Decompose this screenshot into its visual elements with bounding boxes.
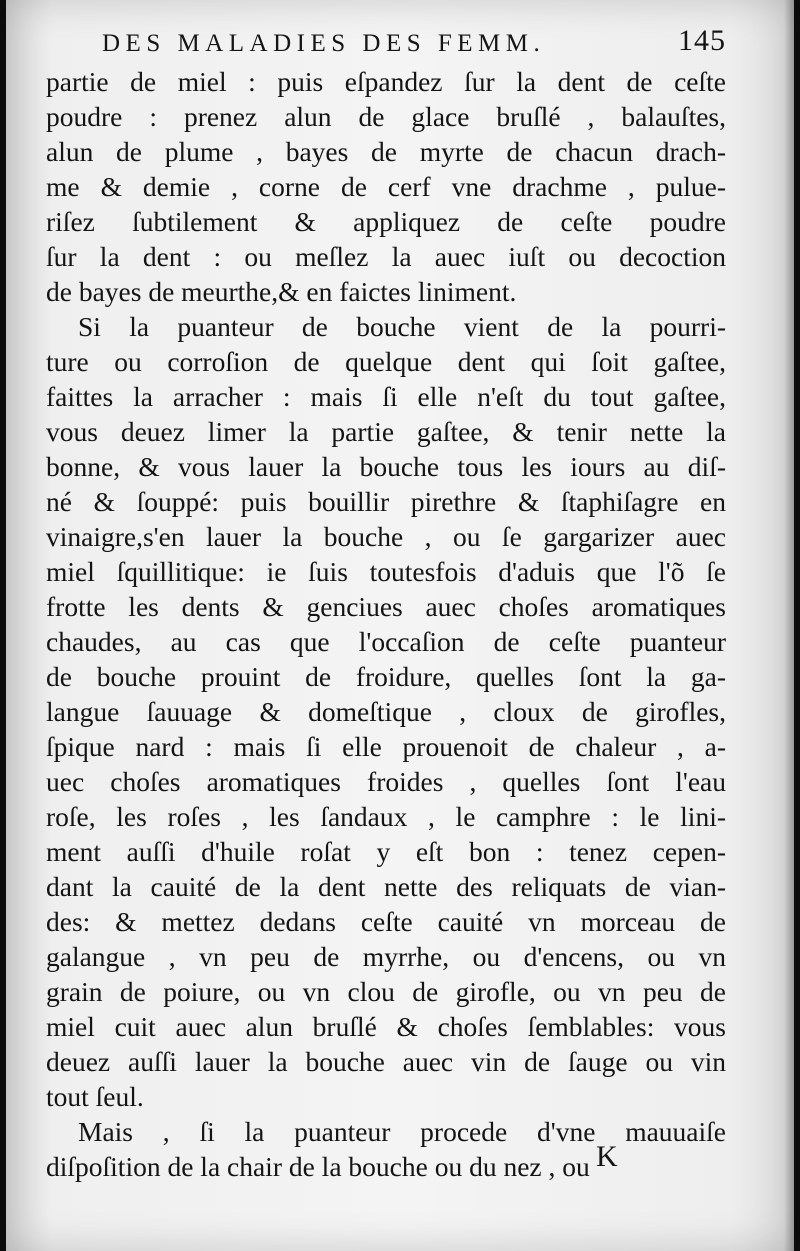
page-number: 145: [678, 24, 726, 57]
text-line: bonne, & vous lauer la bouche tous les iours au diſ-: [46, 451, 726, 482]
text-line: roſe, les roſes , les ſandaux , le camphre : le lini-: [46, 801, 726, 832]
text-line: tout ſeul.: [46, 1081, 144, 1112]
text-line: diſpoſition de la chair de la bouche ou du nez , ou: [46, 1151, 590, 1182]
paragraph: [46, 309, 726, 1114]
text-line: de bayes de meurthe,& en faictes liniment.: [46, 276, 517, 307]
text-line: poudre : prenez alun de glace bruſlé , balauſtes,: [46, 101, 726, 132]
text-line: me & demie , corne de cerf vne drachme , pulue-: [46, 171, 726, 202]
paragraph: [46, 1114, 726, 1184]
text-line: chaudes, au cas que l'occaſion de ceſte puanteur: [46, 626, 726, 657]
text-line: Mais , ſi la puanteur procede d'vne mauuaiſe: [78, 1116, 726, 1147]
book-page: [6, 0, 794, 1251]
text-line: ſur la dent : ou meſlez la auec iuſt ou decoction: [46, 241, 726, 272]
page-header: [102, 22, 726, 70]
text-line: ſpique nard : mais ſi elle prouenoit de chaleur , a-: [46, 731, 726, 762]
text-line: des: & mettez dedans ceſte cauité vn morceau de: [46, 906, 726, 937]
text-line: miel ſquillitique: ie ſuis toutesfois d'aduis que l'õ ſe: [46, 556, 726, 587]
text-line: ment auſſi d'huile roſat y eſt bon : tenez cepen-: [46, 836, 726, 867]
text-line: grain de poiure, ou vn clou de girofle, ou vn peu de: [46, 976, 726, 1007]
paragraph: [46, 64, 726, 309]
running-head: DES MALADIES DES FEMM.: [102, 30, 546, 57]
text-line: né & ſouppé: puis bouillir pirethre & ſtaphiſagre en: [46, 486, 726, 517]
text-line: dant la cauité de la dent nette des reliquats de vian-: [46, 871, 726, 902]
text-line: partie de miel : puis eſpandez ſur la dent de ceſte: [46, 66, 726, 97]
text-line: riſez ſubtilement & appliquez de ceſte poudre: [46, 206, 726, 237]
text-line: deuez auſſi lauer la bouche auec vin de ſauge ou vin: [46, 1046, 726, 1077]
text-line: Si la puanteur de bouche vient de la pourri-: [78, 311, 726, 342]
text-line: langue ſauuage & domeſtique , cloux de girofles,: [46, 696, 726, 727]
page-edge-shadow: [784, 0, 794, 1251]
body-text: [46, 64, 726, 1184]
text-line: ture ou corroſion de quelque dent qui ſoit gaſtee,: [46, 346, 726, 377]
text-line: faittes la arracher : mais ſi elle n'eſt du tout gaſtee,: [46, 381, 726, 412]
signature-mark: K: [596, 1140, 618, 1173]
text-line: frotte les dents & genciues auec choſes aromatiques: [46, 591, 726, 622]
text-line: alun de plume , bayes de myrte de chacun drach-: [46, 136, 726, 167]
text-line: miel cuit auec alun bruſlé & choſes ſemblables: vous: [46, 1011, 726, 1042]
text-line: vinaigre,s'en lauer la bouche , ou ſe gargarizer auec: [46, 521, 726, 552]
text-line: galangue , vn peu de myrrhe, ou d'encens, ou vn: [46, 941, 726, 972]
text-line: uec choſes aromatiques froides , quelles ſont l'eau: [46, 766, 726, 797]
text-line: vous deuez limer la partie gaſtee, & tenir nette la: [46, 416, 726, 447]
text-line: de bouche prouint de froidure, quelles ſont la ga-: [46, 661, 726, 692]
